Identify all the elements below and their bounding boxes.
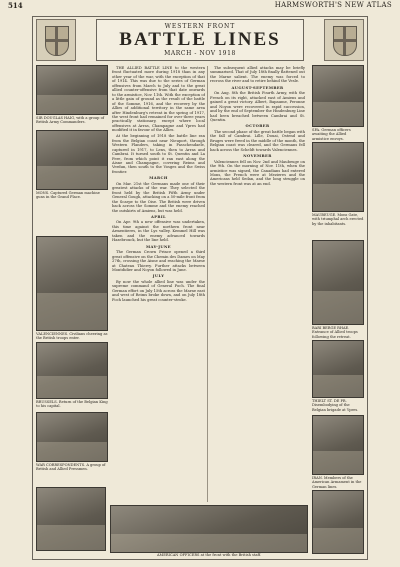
page-number: 514 bbox=[8, 1, 23, 10]
article-column-left bbox=[112, 66, 205, 502]
section-heading-august-september: AUGUST-SEPTEMBER bbox=[231, 85, 284, 90]
photo-american-officers bbox=[110, 505, 308, 553]
photo-war-correspondents bbox=[36, 412, 108, 462]
article-paragraph: The German Crown Prince opened a third great offensive on the Chemin des Dames on May 27th, crossing the Aisne and reaching the Marne at Chateau Thierry. Further attacks between Montdidier and Noyon followed in June. bbox=[112, 250, 205, 272]
photo-belgian-brigade bbox=[312, 340, 364, 398]
column-divider bbox=[207, 66, 208, 502]
article-paragraph: The second phase of the great battle began with the fall of Cambrai. Lille, Douai, Ostend and Bruges were freed in the middle of the month, the Belgian coast was cleared, and the Germans fell back across the Scheldt towards Valenciennes. bbox=[210, 129, 305, 152]
right-coat-of-arms bbox=[324, 19, 364, 61]
atlas-title: HARMSWORTH'S NEW ATLAS bbox=[274, 1, 392, 9]
section-heading-april: APRIL bbox=[150, 215, 167, 219]
article-paragraph: At the beginning of 1918 the battle line ran from the Belgian coast near Nieuport, through Western Flanders, taking in Passchendaele, captured in 1917, to Lens, then to Arras and Cambrai. It turned south to St. Quentin and La Fere, from which point it ran east along the Aisne and Champagne, covering Reims and Verdun, then south to the Vosges and the Swiss frontier. bbox=[112, 134, 205, 174]
page-header bbox=[6, 1, 394, 11]
article-paragraph: On Apr. 9th a new offensive was undertaken, this time against the northern front near Armentieres, in the Lys valley. Kemmel Hill was taken and the enemy advanced towards Hazebrouck, but the line held. bbox=[112, 220, 205, 243]
caption-allied-entrance: BARI BERGE RHAE. Entrance of Allied troops following the retreat. bbox=[312, 326, 358, 339]
photo-valenciennes bbox=[36, 236, 108, 331]
caption-war-correspondents: WAR CORRESPONDENTS. A group of British and Allied Pressmen. bbox=[36, 463, 106, 472]
section-heading-november: NOVEMBER bbox=[243, 154, 272, 159]
title-dates: MARCH - NOV 1918 bbox=[164, 50, 236, 57]
caption-brussels: BRUSSELS. Return of the Belgian King to his capital. bbox=[36, 400, 108, 409]
article-paragraph: On Mar. 21st the Germans made one of their greatest attacks of the war. They selected the front held by the British Fifth Army under General Gough, attacking on a 50-mile front from the Scarpe to the Oise. The British were driven back across the Somme and the enemy reached the outskirts of Amiens, but was held. bbox=[112, 181, 205, 213]
photo-bottom-right bbox=[312, 490, 364, 554]
photo-brussels bbox=[36, 342, 108, 399]
caption-american-officers: AMERICAN OFFICERS at the front with the British staff. bbox=[156, 553, 262, 557]
photo-allied-entrance bbox=[312, 240, 364, 325]
article-paragraph: Valenciennes fell on Nov. 2nd and Maubeuge on the 9th. On the morning of Nov. 11th, when the armistice was signed, the Canadians had entered Mons, the French were at Mezieres and the Americans held Sedan, and the long struggle on the western front was at an end. bbox=[210, 159, 305, 186]
left-coat-of-arms bbox=[36, 19, 76, 61]
article-intro: THE ALLIED BATTLE LINE to the western front fluctuated more during 1918 than in any other year of the war, with the exception of that of 1914. This was due to the series of German offensives from March to July and to the great allied counter-offensive from that date onwards to the armistice, Nov. 11th. With the exception of a little gain of ground as the result of the battle of the Somme, 1916, and the recovery by the Allies of additional territory in the same area after Hindenburg's retreat in the spring of 1917, the west front had remained for over three years practically stationary, except where local offensives at Arras, Champagne and Ypres had modified it in favour of the Allies. bbox=[112, 66, 205, 133]
photo-spa bbox=[312, 65, 364, 127]
section-heading-may-june: MAY-JUNE bbox=[146, 244, 171, 249]
section-heading-july: JULY bbox=[152, 274, 165, 279]
photo-haig-group bbox=[36, 65, 108, 115]
article-column-right bbox=[210, 66, 305, 502]
photo-mons-guns bbox=[36, 130, 108, 190]
caption-belgian-brigade: THIELT ST. DE PR. Disembodying of the Belgian brigade at Ypres. bbox=[312, 399, 359, 412]
caption-american-armament: IRAN. Members of the American Armament in the German lines. bbox=[312, 476, 362, 489]
article-paragraph: The subsequent allied attacks may be briefly summarised. That of July 18th finally flattened out the Marne salient. The enemy was forced to recross the river and to retire behind the Vesle. bbox=[210, 66, 305, 84]
section-heading-october: OCTOBER bbox=[245, 124, 270, 129]
photo-american-armament bbox=[312, 415, 364, 475]
title-block bbox=[96, 19, 304, 61]
article-paragraph: On Aug. 8th the British Fourth Army, with the French on its right, attacked east of Amiens and gained a great victory. Albert, Bapaume, Peronne and Noyon were recovered in rapid succession, and by the end of September the Hindenburg Line had been breached between Cambrai and St. Quentin. bbox=[210, 91, 305, 122]
caption-maubeuge: MAUBEUGE. Mons Gate, with triumphal arch erected by the inhabitants. bbox=[312, 213, 364, 226]
caption-spa: SPA. German officers awaiting the Allied armistice envoys. bbox=[312, 128, 351, 141]
title-subtitle: WESTERN FRONT bbox=[164, 23, 236, 30]
caption-mons-guns: MONS. Captured German machine guns in the Grand Place. bbox=[36, 191, 100, 200]
caption-valenciennes: VALENCIENNES. Civilians cheering as the British troops enter. bbox=[36, 332, 108, 341]
caption-haig-group: SIR DOUGLAS HAIG, with a group of British Army Commanders. bbox=[36, 116, 105, 125]
photo-maubeuge bbox=[312, 142, 364, 212]
article-paragraph: By now the whole allied line was under the supreme command of General Foch. The final German effort on July 15th across the Marne east and west of Reims broke down, and on July 18th Foch launched his great counter-stroke. bbox=[112, 279, 205, 302]
photo-bottom-left bbox=[36, 487, 106, 551]
page-title: BATTLE LINES bbox=[119, 29, 281, 50]
section-heading-march: MARCH bbox=[149, 176, 168, 181]
